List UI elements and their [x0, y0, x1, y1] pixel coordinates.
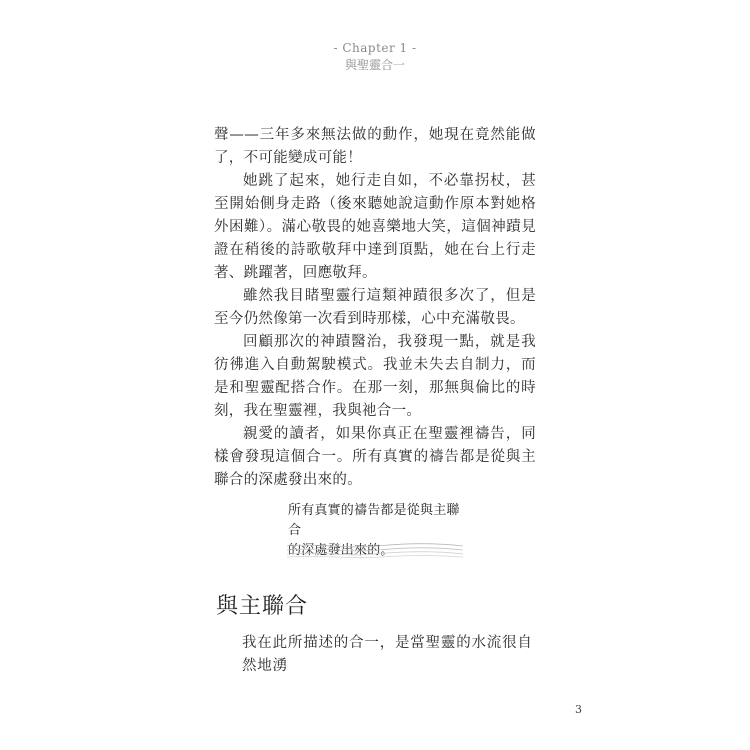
section-paragraph: 我在此所描述的合一，是當聖靈的水流很自然地湧 [242, 635, 533, 674]
chapter-label: - Chapter 1 - [333, 41, 417, 55]
section-heading: 與主聯合 [216, 594, 309, 619]
running-header [0, 40, 750, 73]
wave-lines-ornament [287, 542, 463, 560]
pull-quote-line: 的深處發出來的。 [288, 543, 394, 558]
page-number: 3 [575, 703, 582, 716]
paragraph-continued: 聲——三年多來無法做的動作，她現在竟然能做了，不可能變成可能！ [214, 127, 536, 166]
paragraph: 回顧那次的神蹟醫治，我發現一點，就是我彷彿進入自動駕駛模式。我並未失去自制力，而是和聖靈配搭合作。在那一刻，那無與倫比的時刻，我在聖靈裡，我與祂合一。 [214, 334, 536, 419]
body-text [214, 124, 536, 492]
paragraph: 親愛的讀者，如果你真正在聖靈裡禱告，同樣會發現這個合一。所有真實的禱告都是從與主聯合的深處發出來的。 [214, 426, 536, 488]
pull-quote-line: 所有真實的禱告都是從與主聯合 [288, 503, 460, 538]
paragraph: 她跳了起來，她行走自如，不必靠拐杖，甚至開始側身走路（後來聽她說這動作原本對她格外困難）。滿心敬畏的她喜樂地大笑，這個神蹟見證在稍後的詩歌敬拜中達到頂點，她在台上行走著、跳躍著，回應敬拜。 [214, 173, 536, 281]
chapter-title: 與聖靈合一 [344, 58, 405, 72]
paragraph: 雖然我目睹聖靈行這類神蹟很多次了，但是至今仍然像第一次看到時那樣，心中充滿敬畏。 [214, 288, 536, 327]
